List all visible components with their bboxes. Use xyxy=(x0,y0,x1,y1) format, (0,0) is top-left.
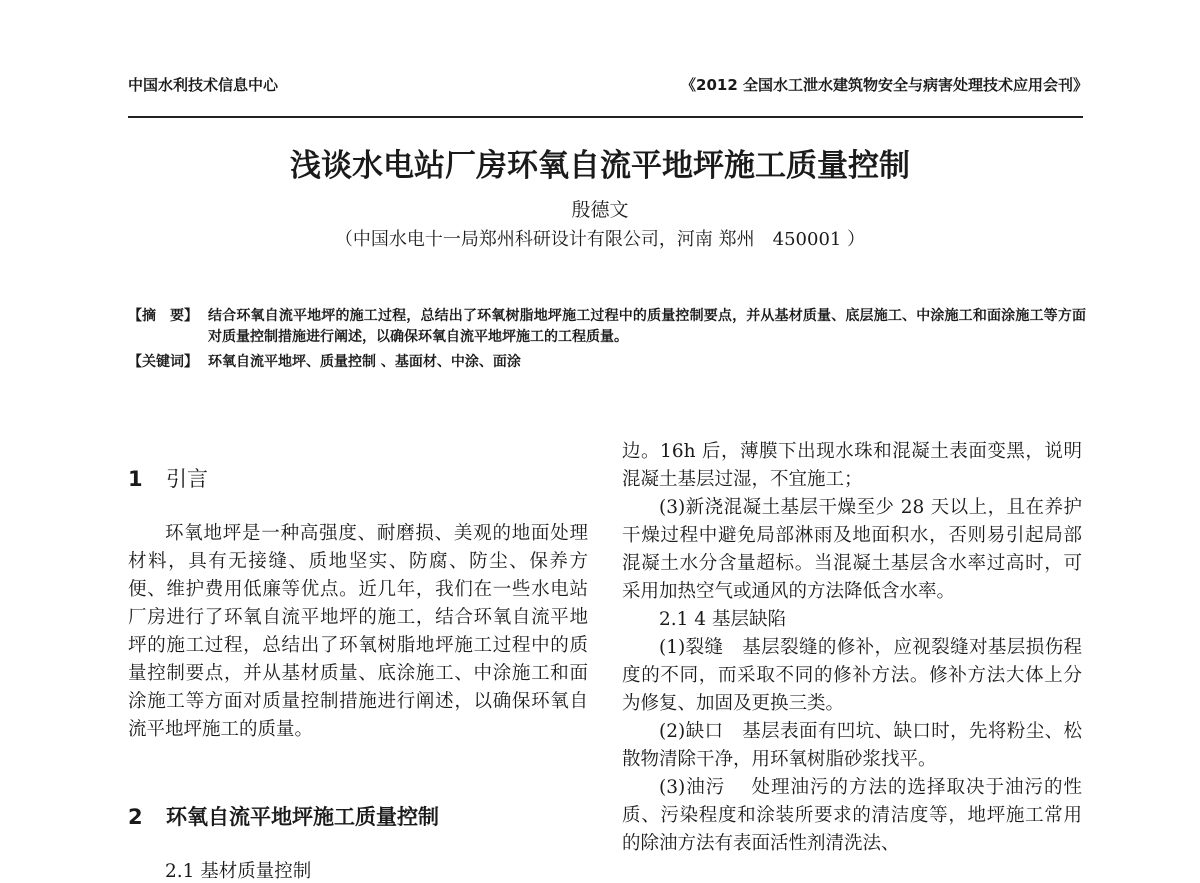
section-2-title: 环氧自流平地坪施工质量控制 xyxy=(166,805,439,829)
abstract-label: 【摘 要】 xyxy=(128,308,198,324)
paragraph-item-3: (3)新浇混凝土基层干燥至少 28 天以上，且在养护干燥过程中避免局部淋雨及地面积水，否则易引起局部混凝土水分含量超标。当混凝土基层含水率过高时，可采用加热空气或通风的方法降低含水率。 xyxy=(622,497,1082,602)
section-1-title: 引言 xyxy=(166,467,208,491)
section-1-heading xyxy=(128,463,208,493)
paragraph-cracks: (1)裂缝 基层裂缝的修补，应视裂缝对基层损伤程度的不同，而采取不同的修补方法。修补方法大体上分为修复、加固及更换三类。 xyxy=(622,637,1082,714)
paper-title: 浅谈水电站厂房环氧自流平地坪施工质量控制 xyxy=(290,148,910,184)
affiliation: （中国水电十一局郑州科研设计有限公司，河南 郑州 450001 ） xyxy=(334,229,866,250)
header-rule xyxy=(128,116,1083,118)
author: 殷德文 xyxy=(571,199,629,221)
running-header-right: 《2012 全国水工泄水建筑物安全与病害处理技术应用会刊》 xyxy=(681,76,1088,94)
subsection-2-1: 2.1 基材质量控制 xyxy=(165,861,312,882)
paragraph-oil: (3)油污 处理油污的方法的选择取决于油污的性质、污染程度和涂装所要求的清洁度等，地坪施工常用的除油方法有表面活性剂清洗法、 xyxy=(622,777,1082,854)
subsection-2-1-4: 2.1 4 基层缺陷 xyxy=(659,609,786,630)
keywords xyxy=(128,352,1086,373)
paragraph-notch: (2)缺口 基层表面有凹坑、缺口时，先将粉尘、松散物清除干净，用环氧树脂砂浆找平。 xyxy=(622,721,1082,770)
intro-paragraph: 环氧地坪是一种高强度、耐磨损、美观的地面处理材料，具有无接缝、质地坚实、防腐、防尘、保养方便、维护费用低廉等优点。近几年，我们在一些水电站厂房进行了环氧自流平地坪的施工，结合环氧自流平地坪的施工过程，总结出了环氧树脂地坪施工过程中的质量控制要点，并从基材质量、底涂施工、中涂施工和面涂施工等方面对质量控制措施进行阐述，以确保环氧自流平地坪施工的质量。 xyxy=(128,523,588,740)
section-2-number: 2 xyxy=(128,805,143,829)
running-header-left: 中国水利技术信息中心 xyxy=(128,76,279,94)
abstract xyxy=(128,306,1086,348)
section-1-number: 1 xyxy=(128,467,143,491)
keywords-text: 环氧自流平地坪、质量控制 、基面材、中涂、面涂 xyxy=(208,354,521,370)
left-column-body xyxy=(128,520,588,744)
paragraph-continued: 边。16h 后，薄膜下出现水珠和混凝土表面变黑，说明混凝土基层过湿，不宜施工； xyxy=(622,441,1082,490)
right-column-body xyxy=(622,438,1082,858)
abstract-text: 结合环氧自流平地坪的施工过程，总结出了环氧树脂地坪施工过程中的质量控制要点，并从基材质量、底层施工、中涂施工和面涂施工等方面对质量控制措施进行阐述，以确保环氧自流平地坪施工的工程质量。 xyxy=(208,308,1086,345)
section-2-heading xyxy=(128,801,439,831)
keywords-label: 【关键词】 xyxy=(128,354,198,370)
